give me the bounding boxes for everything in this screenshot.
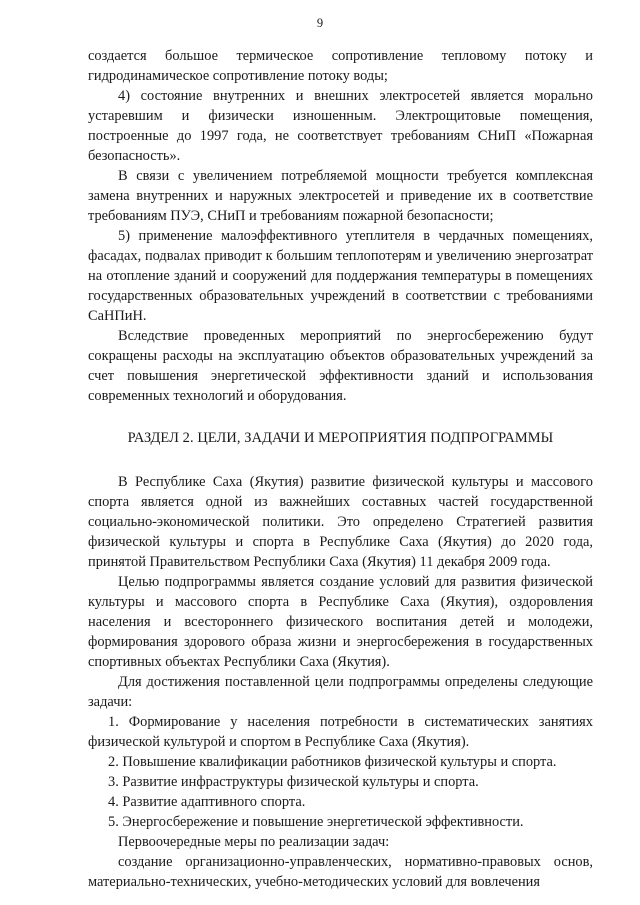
paragraph: 4) состояние внутренних и внешних электросетей является морально устаревшим и физически изношенным. Электрощитовые помещения, построенные до 1997 года, не соответствует требованиям СНиП «Пожарная безопасность». <box>88 88 593 164</box>
paragraph: 5) применение малоэффективного утеплителя в чердачных помещениях, фасадах, подвалах приводит к большим теплопотерям и увеличению энергозатрат на отопление зданий и сооружений для поддержания температуры в помещениях государственных образовательных учреждений в соответствии с требованиями СаНПиН. <box>88 228 593 324</box>
paragraph: Первоочередные меры по реализации задач: <box>118 834 390 850</box>
list-item: 2. Повышение квалификации работников физической культуры и спорта. <box>108 754 557 770</box>
paragraph: В Республике Саха (Якутия) развитие физической культуры и массового спорта является одной из важнейших составных частей государственной социально-экономической политики. Это определено Стратегией развития физической культуры и спорта в Республике Саха (Якутия) до 2020 года, принятой Правительством Республики Саха (Якутия) 11 декабря 2009 года. <box>88 474 593 570</box>
list-item: 4. Развитие адаптивного спорта. <box>108 794 306 810</box>
page-number: 9 <box>316 16 324 30</box>
paragraph: Для достижения поставленной цели подпрограммы определены следующие задачи: <box>88 674 593 710</box>
paragraph: Вследствие проведенных мероприятий по энергосбережению будут сокращены расходы на эксплуатацию объектов образовательных учреждений за счет повышения энергетической эффективности зданий и использования современных технологий и оборудования. <box>88 328 593 404</box>
document-body <box>88 46 593 892</box>
list-item: 5. Энергосбережение и повышение энергетической эффективности. <box>108 814 524 830</box>
paragraph: В связи с увеличением потребляемой мощности требуется комплексная замена внутренних и наружных электросетей и приведение их в соответствие требованиям ПУЭ, СНиП и требованиям пожарной безопасности; <box>88 168 593 224</box>
paragraph: Целью подпрограммы является создание условий для развития физической культуры и массового спорта в Республике Саха (Якутия), оздоровления населения и всестороннего физического воспитания детей и молодежи, формирования здорового образа жизни и энергосбережения в государственных спортивных объектах Республики Саха (Якутия). <box>88 574 593 670</box>
list-item: 1. Формирование у населения потребности в систематических занятиях физической культурой и спортом в Республике Саха (Якутия). <box>88 714 593 750</box>
list-item: 3. Развитие инфраструктуры физической культуры и спорта. <box>108 774 479 790</box>
paragraph: создается большое термическое сопротивление тепловому потоку и гидродинамическое сопротивление потоку воды; <box>88 48 593 84</box>
paragraph: создание организационно-управленческих, нормативно-правовых основ, материально-технических, учебно-методических условий для вовлечения <box>88 854 593 890</box>
section-heading: РАЗДЕЛ 2. ЦЕЛИ, ЗАДАЧИ И МЕРОПРИЯТИЯ ПОДПРОГРАММЫ <box>127 430 554 446</box>
